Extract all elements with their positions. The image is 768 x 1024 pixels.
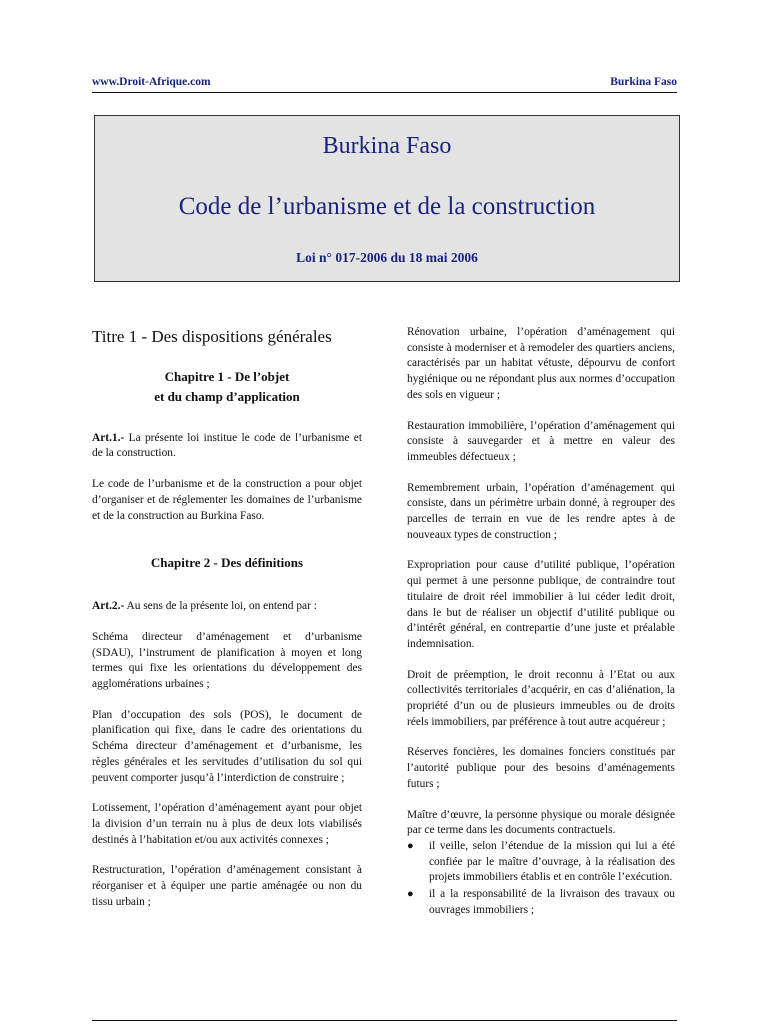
- definition-lotissement: Lotissement, l’opération d’aménagement ayant pour objet la division d’un terrain nu à plus de deux lots viabilisés destinés à l’habitation et/ou aux activités connexes ;: [92, 802, 362, 846]
- titre-heading: Titre 1 - Des dispositions générales: [92, 327, 332, 346]
- chapitre-1-line2: et du champ d’application: [154, 388, 300, 404]
- definition-reserves: Réserves foncières, les domaines fonciers constitués par l’autorité publique pour des besoins d’aménagements futurs ;: [407, 746, 675, 790]
- footer-divider: [92, 1020, 677, 1021]
- definition-restructuration: Restructuration, l’opération d’aménagement consistant à réorganiser et à équiper une partie aménagée ou non du tissu urbain ;: [92, 864, 362, 908]
- document-country: Burkina Faso: [322, 133, 452, 159]
- maitre-oeuvre-bullets: [407, 839, 675, 919]
- bullet-text: il veille, selon l’étendue de la mission qui lui a été confiée par le maître d’ouvrage, à la réalisation des projets immobiliers établis et en contrôle l’exécution.: [429, 839, 675, 884]
- bullet-text: il a la responsabilité de la livraison des travaux ou ouvrages immobiliers ;: [429, 888, 675, 916]
- article-1-label: Art.1.-: [92, 431, 125, 444]
- header-divider: [92, 92, 677, 93]
- definition-pos: Plan d’occupation des sols (POS), le document de planification qui fixe, dans le cadre des orientations du Schéma directeur d’aménagement et d’urbanisme, les règles générales et les servitudes d’utilisation du sol qui peuvent comporter jusqu’à l’interdiction de construire ;: [92, 708, 362, 784]
- definition-remembrement: Remembrement urbain, l’opération d’aménagement qui consiste, dans un périmètre urbain donné, à regrouper des parcelles de terrain en vue de les rendre aptes à de nouveaux types de construction ;: [407, 481, 675, 541]
- article-1: [92, 431, 362, 462]
- title-box: [94, 115, 680, 282]
- bullet-icon: ●: [407, 839, 414, 852]
- definition-preemption: Droit de préemption, le droit reconnu à l’Etat ou aux collectivités territoriales d’acquérir, en cas d’aliénation, la propriété d’un ou de plusieurs immeubles ou de droits réels immobiliers, par préférence à tout autre acquéreur ;: [407, 668, 675, 728]
- right-column: [407, 325, 675, 920]
- header-country: Burkina Faso: [610, 76, 677, 88]
- list-item: [407, 887, 675, 918]
- definition-sdau: Schéma directeur d’aménagement et d’urbanisme (SDAU), l’instrument de planification à moyen et long termes qui fixe les orientations du développement des agglomérations urbaines ;: [92, 630, 362, 691]
- definition-renovation: Rénovation urbaine, l’opération d’aménagement qui consiste à moderniser et à remodeler des quartiers anciens, caractérisés par un habitat vétuste, dépourvu de confort hygiénique ou ne répondant plus aux normes d’occupation des sols en vigueur ;: [407, 326, 675, 401]
- list-item: [407, 839, 675, 886]
- article-2-label: Art.2.-: [92, 600, 125, 613]
- site-url[interactable]: www.Droit-Afrique.com: [92, 76, 211, 88]
- bullet-icon: ●: [407, 888, 414, 901]
- law-reference: Loi n° 017-2006 du 18 mai 2006: [296, 250, 478, 265]
- code-purpose-paragraph: Le code de l’urbanisme et de la construction a pour objet d’organiser et de réglementer les domaines de l’urbanisme et de la construction au Burkina Faso.: [92, 478, 362, 522]
- article-2: [92, 599, 362, 615]
- left-column: [92, 325, 362, 925]
- chapitre-1-heading: [92, 367, 362, 407]
- document-title: Code de l’urbanisme et de la construction: [178, 193, 596, 220]
- article-1-text: La présente loi institue le code de l’urbanisme et de la construction.: [92, 431, 362, 460]
- definition-expropriation: Expropriation pour cause d’utilité publique, l’opération qui permet à une personne publique, de contraindre tout titulaire de droit réel immobilier à lui céder ledit droit, dans le but de réaliser un objectif d’utilité publique ou d’intérêt général, en contrepartie d’une juste et préalable indemnisation.: [407, 559, 675, 650]
- article-2-text: Au sens de la présente loi, on entend par :: [124, 600, 317, 613]
- definition-restauration: Restauration immobilière, l’opération d’aménagement qui consiste à sauvegarder et à mettre en valeur des immeubles défectueux ;: [407, 419, 675, 463]
- definition-maitre-oeuvre: Maître d’œuvre, la personne physique ou morale désignée par ce terme dans les documents contractuels.: [407, 808, 675, 837]
- chapitre-1-line1: Chapitre 1 - De l’objet: [164, 368, 290, 384]
- chapitre-2-heading: Chapitre 2 - Des définitions: [150, 555, 304, 571]
